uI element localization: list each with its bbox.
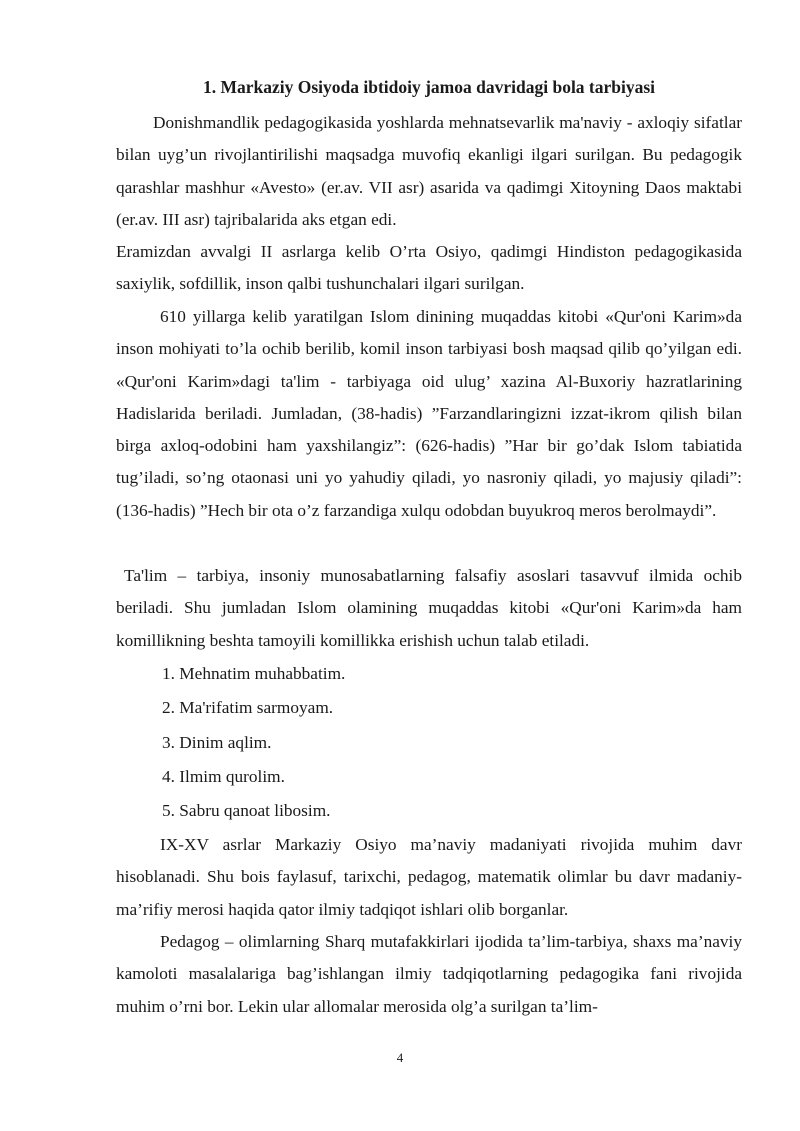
list-item: 5. Sabru qanoat libosim. (162, 801, 331, 820)
page-number: 4 (396, 1050, 404, 1065)
paragraph-eramizdan: Eramizdan avvalgi II asrlarga kelib O’rta Osiyo, qadimgi Hindiston pedagogikasida saxiylik, sofdillik, inson qalbi tushunchalari ilgari surilgan. (116, 242, 742, 294)
paragraph-donishmandlik: Donishmandlik pedagogikasida yoshlarda mehnatsevarlik ma'naviy - axloqiy sifatlar bilan uyg’un rivojlantirilishi maqsadga muvofiq ekanligi ilgari surilgan. Bu pedagogik qarashlar mashhur «Avesto» (er.av. VII asr) asarida va qadimgi Xitoyning Daos maktabi (er.av. III asr) tajribalarida aks etgan edi. (116, 113, 742, 229)
list-item: 3. Dinim aqlim. (162, 733, 272, 752)
list-item: 2. Ma'rifatim sarmoyam. (162, 698, 334, 717)
paragraph-islom: 610 yillarga kelib yaratilgan Islom dinining muqaddas kitobi «Qur'oni Karim»da inson mohiyati to’la ochib berilib, komil inson tarbiyasi bosh maqsad qilib qo’yilgan edi. «Qur'oni Karim»dagi ta'lim - tarbiyaga oid ulug’ xazina Al-Buxoriy hazratlarining Hadislarida beriladi. Jumladan, (38-hadis) ”Farzandlaringizni izzat-ikrom qilish bilan birga axloq-odobini ham yaxshilangiz”: (626-hadis) ”Har bir go’dak Islom tabiatida tug’iladi, so’ng otaonasi uni yo yahudiy qiladi, yo nasroniy qiladi, yo majusiy qiladi”: (136-hadis) ”Hech bir ota o’z farzandiga xulqu odobdan buyukroq meros berolmaydi”. (116, 307, 742, 520)
section-title: 1. Markaziy Osiyoda ibtidoiy jamoa davridagi bola tarbiyasi (202, 77, 656, 97)
list-item: 4. Ilmim qurolim. (162, 767, 285, 786)
paragraph-pedagog-olimlar: Pedagog – olimlarning Sharq mutafakkirlari ijodida ta’lim-tarbiya, shaxs ma’naviy kamoloti masalalariga bag’ishlangan ilmiy tadqiqotlarning pedagogika fani rivojida muhim o’rni bor. Lekin ular allomalar merosida olg’a surilgan ta’lim- (116, 932, 742, 1016)
list-item: 1. Mehnatim muhabbatim. (162, 664, 346, 683)
paragraph-talim-tarbiya: Ta'lim – tarbiya, insoniy munosabatlarning falsafiy asoslari tasavvuf ilmida ochib beriladi. Shu jumladan Islom olamining muqaddas kitobi «Qur'oni Karim»da ham komillikning beshta tamoyili komillikka erishish uchun talab etiladi. (116, 566, 742, 650)
paragraph-ix-xv-asrlar: IX-XV asrlar Markaziy Osiyo ma’naviy madaniyati rivojida muhim davr hisoblanadi. Shu bois faylasuf, tarixchi, pedagog, matematik olimlar bu davr madaniy-ma’rifiy merosi haqida qator ilmiy tadqiqot ishlari olib borganlar. (116, 835, 742, 919)
